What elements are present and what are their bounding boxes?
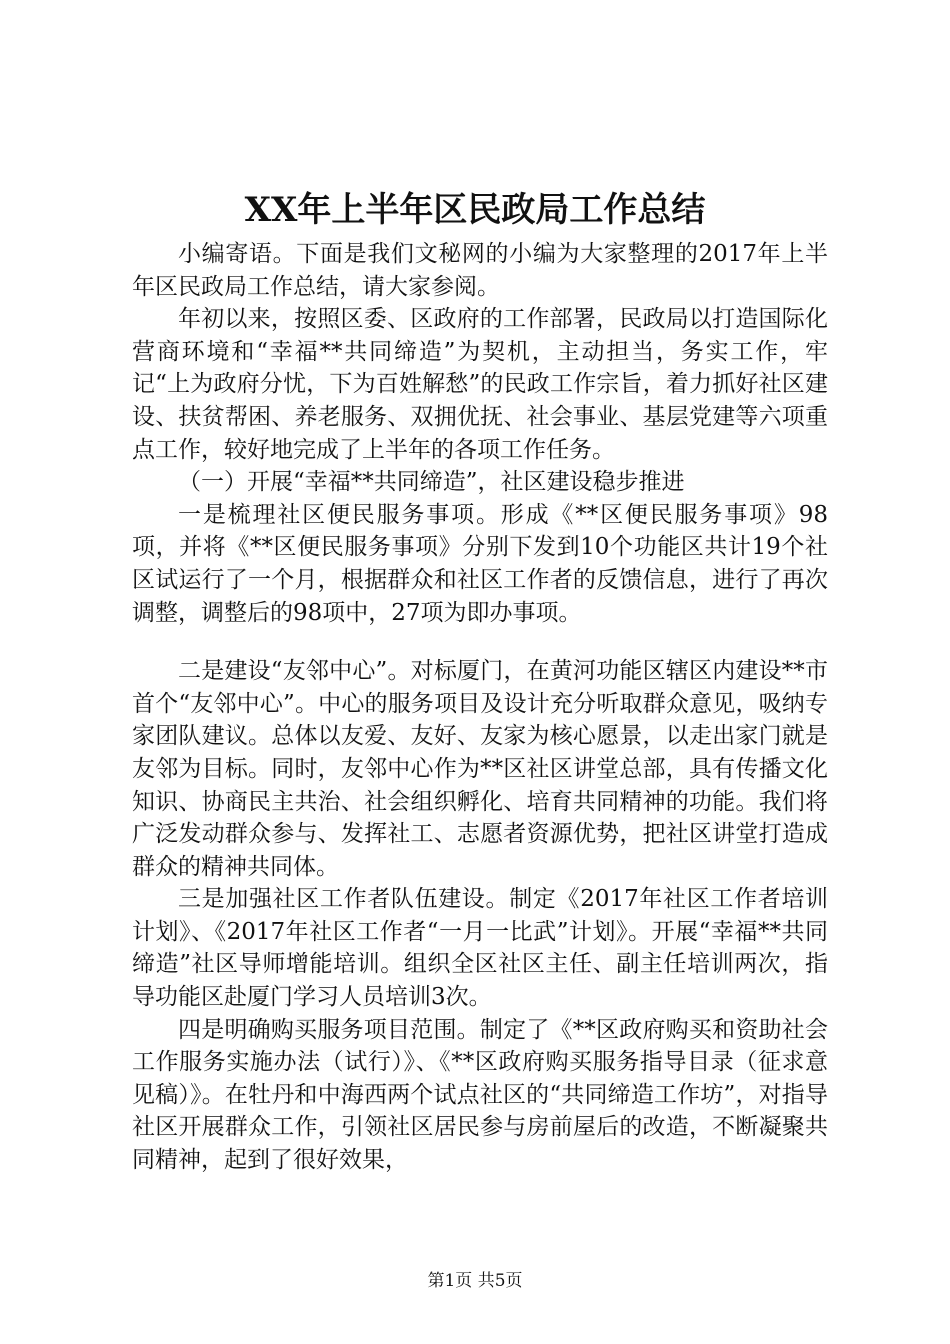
section-heading-1: （一）开展“幸福**共同缔造”，社区建设稳步推进 [178, 469, 685, 496]
paragraph-item-2: 二是建设“友邻中心”。对标厦门，在黄河功能区辖区内建设**市首个“友邻中心”。中心的服务项目及设计充分听取群众意见，吸纳专家团队建议。总体以友爱、友好、友家为核心愿景，以走出家门就是友邻为目标。同时，友邻中心作为**区社区讲堂总部，具有传播文化知识、协商民主共治、社会组织孵化、培育共同精神的功能。我们将广泛发动群众参与、发挥社工、志愿者资源优势，把社区讲堂打造成群众的精神共同体。 [132, 658, 828, 880]
document-body [132, 238, 828, 1177]
paragraph-overview: 年初以来，按照区委、区政府的工作部署，民政局以打造国际化营商环境和“幸福**共同缔造”为契机，主动担当，务实工作，牢记“上为政府分忧，下为百姓解愁”的民政工作宗旨，着力抓好社区建设、扶贫帮困、养老服务、双拥优抚、社会事业、基层党建等六项重点工作，较好地完成了上半年的各项工作任务。 [132, 306, 828, 463]
document-title: XX年上半年区民政局工作总结 [244, 190, 706, 230]
paragraph-item-3: 三是加强社区工作者队伍建设。制定《2017年社区工作者培训计划》、《2017年社区工作者“一月一比武”计划》。开展“幸福**共同缔造”社区导师增能培训。组织全区社区主任、副主任培训两次，指导功能区赴厦门学习人员培训3次。 [132, 886, 828, 1011]
paragraph-item-4: 四是明确购买服务项目范围。制定了《**区政府购买和资助社会工作服务实施办法（试行）》、《**区政府购买服务指导目录（征求意见稿）》。在牡丹和中海西两个试点社区的“共同缔造工作坊”，对指导社区开展群众工作，引领社区居民参与房前屋后的改造，不断凝聚共同精神，起到了很好效果， [132, 1016, 828, 1174]
page-number-footer: 第1页 共5页 [427, 1271, 523, 1291]
paragraph-item-1: 一是梳理社区便民服务事项。形成《**区便民服务事项》98项，并将《**区便民服务事项》分别下发到10个功能区共计19个社区试运行了一个月，根据群众和社区工作者的反馈信息，进行了再次调整，调整后的98项中，27项为即办事项。 [132, 501, 828, 626]
paragraph-intro: 小编寄语。下面是我们文秘网的小编为大家整理的2017年上半年区民政局工作总结，请大家参阅。 [132, 241, 828, 300]
